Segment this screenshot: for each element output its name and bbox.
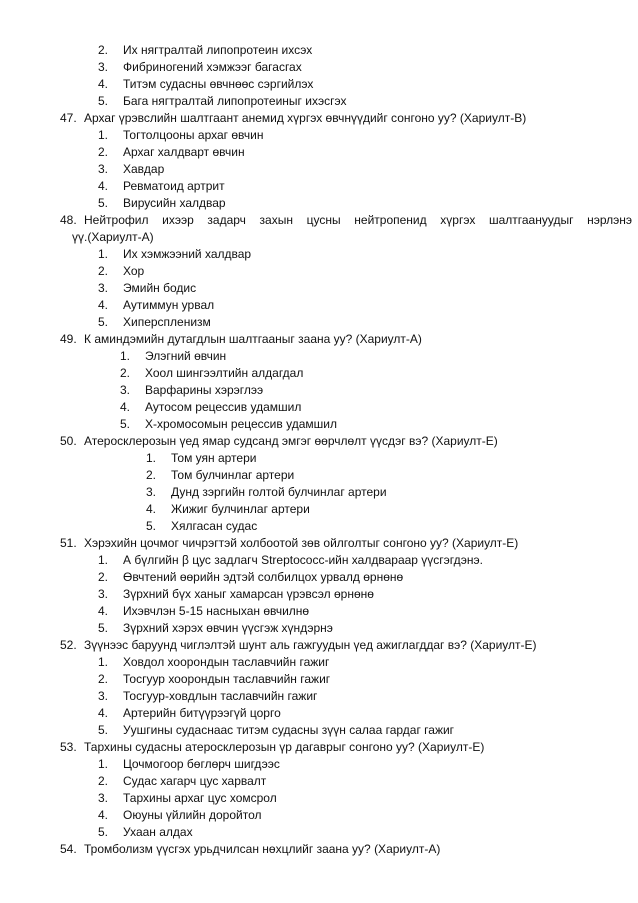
option-number: 4. [146, 502, 157, 516]
option-text: Хялгасан судас [171, 519, 258, 533]
option-text: Х-хромосомын рецессив удамшил [145, 417, 337, 431]
list-item [0, 59, 638, 76]
option-text: Цочмогоор бөглөрч шигдээс [123, 757, 280, 771]
question-line [0, 535, 638, 552]
list-item [0, 144, 638, 161]
option-text: Титэм судасны өвчнөөс сэргийлэх [123, 77, 314, 91]
question-text: Нейтрофил ихээр задарч захын цусны нейтропенид хүргэх шалтгаануудыг нэрлэнэ [84, 213, 632, 227]
option-number: 1. [98, 757, 109, 771]
option-text: Дунд зэргийн голтой булчинлаг артери [171, 485, 387, 499]
question-line [0, 841, 638, 858]
option-number: 2. [98, 570, 109, 584]
option-text: Тогтолцооны архаг өвчин [123, 128, 264, 142]
option-number: 3. [98, 281, 109, 295]
list-item [0, 552, 638, 569]
list-item [0, 790, 638, 807]
option-number: 2. [120, 366, 131, 380]
list-item [0, 348, 638, 365]
list-item [0, 569, 638, 586]
option-text: Оюуны үйлийн доройтол [123, 808, 262, 822]
list-item [0, 620, 638, 637]
option-number: 5. [98, 723, 109, 737]
option-number: 3. [98, 791, 109, 805]
option-text: Фибриногений хэмжээг багасгах [123, 60, 302, 74]
option-number: 2. [98, 43, 109, 57]
option-text: Тархины архаг цус хомсрол [123, 791, 277, 805]
option-text: Аутосом рецессив удамшил [145, 400, 302, 414]
question-text: Тромболизм үүсгэх урьдчилсан нөхцлийг заана уу? (Хариулт-А) [84, 842, 441, 856]
question-line [0, 331, 638, 348]
question-line [0, 739, 638, 756]
option-text: Бага нягтралтай липопротеиныг ихэсгэх [123, 94, 347, 108]
question-text: Архаг үрэвслийн шалтгаант анемид хүргэх өвчнүүдийг сонгоно уу? (Хариулт-В) [84, 111, 527, 125]
list-item [0, 671, 638, 688]
option-text: Зүрхний хэрэх өвчин үүсгэж хүндэрнэ [123, 621, 333, 635]
question-text: Атеросклерозын үед ямар судсанд эмгэг өөрчлөлт үүсдэг вэ? (Хариулт-Е) [84, 434, 498, 448]
option-text: Том булчинлаг артери [171, 468, 295, 482]
list-item [0, 76, 638, 93]
list-item [0, 603, 638, 620]
option-number: 4. [98, 808, 109, 822]
question-text-continued: үү.(Хариулт-А) [72, 230, 154, 244]
list-item [0, 161, 638, 178]
option-number: 3. [120, 383, 131, 397]
question-number: 48. [60, 213, 77, 227]
option-number: 1. [98, 553, 109, 567]
option-number: 1. [146, 451, 157, 465]
option-number: 4. [98, 706, 109, 720]
option-number: 5. [98, 315, 109, 329]
list-item [0, 195, 638, 212]
option-number: 4. [98, 298, 109, 312]
option-text: Ховдол хоорондын таславчийн гажиг [123, 655, 330, 669]
option-text: Хоол шингээлтийн алдагдал [145, 366, 304, 380]
list-item [0, 93, 638, 110]
option-text: Ухаан алдах [123, 825, 193, 839]
list-item [0, 280, 638, 297]
option-number: 3. [98, 587, 109, 601]
question-number: 50. [60, 434, 77, 448]
option-number: 4. [98, 77, 109, 91]
list-item [0, 178, 638, 195]
question-text: К аминдэмийн дутагдлын шалтгааныг заана уу? (Хариулт-А) [84, 332, 422, 346]
list-item [0, 501, 638, 518]
option-text: Зүрхний бүх ханыг хамарсан үрэвсэл өрнөнө [123, 587, 374, 601]
document-page [0, 42, 638, 858]
question-line [0, 229, 638, 246]
option-text: Тосгуур хоорондын таславчийн гажиг [123, 672, 331, 686]
option-number: 4. [120, 400, 131, 414]
question-number: 52. [60, 638, 77, 652]
list-item [0, 773, 638, 790]
option-number: 2. [98, 264, 109, 278]
option-number: 5. [98, 196, 109, 210]
list-item [0, 246, 638, 263]
option-text: Хавдар [123, 162, 165, 176]
option-text: Хор [123, 264, 145, 278]
option-number: 1. [98, 655, 109, 669]
option-number: 2. [146, 468, 157, 482]
question-line [0, 110, 638, 127]
option-number: 2. [98, 672, 109, 686]
option-text: Тосгуур-ховдлын таславчийн гажиг [123, 689, 318, 703]
option-text: Өвчтений өөрийн эдтэй солбилцох урвалд өрнөнө [123, 570, 404, 584]
option-number: 5. [98, 94, 109, 108]
option-text: Элэгний өвчин [145, 349, 227, 363]
list-item [0, 263, 638, 280]
list-item [0, 127, 638, 144]
option-text: Ихэвчлэн 5-15 насныхан өвчилнө [123, 604, 310, 618]
option-text: А бүлгийн β цус задлагч Streptococc-ийн халдвараар үүсгэгдэнэ. [123, 553, 483, 567]
option-text: Уушгины судаснаас титэм судасны зүүн салаа гардаг гажиг [123, 723, 455, 737]
question-line [0, 637, 638, 654]
option-text: Ревматоид артрит [123, 179, 225, 193]
list-item [0, 297, 638, 314]
option-text: Хиперспленизм [123, 315, 211, 329]
option-text: Их нягтралтай липопротеин ихсэх [123, 43, 313, 57]
question-line [0, 433, 638, 450]
option-text: Варфарины хэрэглээ [145, 383, 264, 397]
list-item [0, 705, 638, 722]
list-item [0, 722, 638, 739]
list-item [0, 807, 638, 824]
option-number: 3. [146, 485, 157, 499]
question-number: 47. [60, 111, 77, 125]
list-item [0, 586, 638, 603]
option-number: 2. [98, 774, 109, 788]
option-text: Судас хагарч цус харвалт [123, 774, 267, 788]
question-number: 54. [60, 842, 77, 856]
list-item [0, 382, 638, 399]
question-number: 53. [60, 740, 77, 754]
option-text: Аутиммун урвал [123, 298, 215, 312]
question-number: 51. [60, 536, 77, 550]
list-item [0, 518, 638, 535]
option-number: 2. [98, 145, 109, 159]
option-number: 5. [120, 417, 131, 431]
list-item [0, 688, 638, 705]
list-item [0, 450, 638, 467]
option-number: 3. [98, 689, 109, 703]
option-number: 3. [98, 162, 109, 176]
option-number: 5. [98, 825, 109, 839]
question-number: 49. [60, 332, 77, 346]
list-item [0, 365, 638, 382]
list-item [0, 416, 638, 433]
option-text: Вирусийн халдвар [123, 196, 226, 210]
option-text: Жижиг булчинлаг артери [171, 502, 310, 516]
list-item [0, 42, 638, 59]
option-number: 1. [98, 247, 109, 261]
option-text: Артерийн битүүрээгүй цорго [123, 706, 281, 720]
question-text: Зүүнээс баруунд чиглэлтэй шунт аль гажгуудын үед ажиглагддаг вэ? (Хариулт-Е) [84, 638, 537, 652]
option-number: 1. [98, 128, 109, 142]
list-item [0, 467, 638, 484]
option-number: 5. [98, 621, 109, 635]
option-number: 3. [98, 60, 109, 74]
option-number: 4. [98, 179, 109, 193]
list-item [0, 756, 638, 773]
list-item [0, 314, 638, 331]
question-text: Тархины судасны атеросклерозын үр дагаврыг сонгоно уу? (Хариулт-Е) [84, 740, 485, 754]
option-text: Их хэмжээний халдвар [123, 247, 252, 261]
list-item [0, 484, 638, 501]
option-text: Том уян артери [171, 451, 257, 465]
option-number: 5. [146, 519, 157, 533]
option-text: Архаг халдварт өвчин [123, 145, 245, 159]
list-item [0, 654, 638, 671]
list-item [0, 399, 638, 416]
list-item [0, 824, 638, 841]
question-text: Хэрэхийн цочмог чичрэгтэй холбоотой зөв ойлголтыг сонгоно уу? (Хариулт-Е) [84, 536, 519, 550]
option-number: 4. [98, 604, 109, 618]
option-text: Эмийн бодис [123, 281, 197, 295]
question-line [0, 212, 638, 229]
option-number: 1. [120, 349, 131, 363]
